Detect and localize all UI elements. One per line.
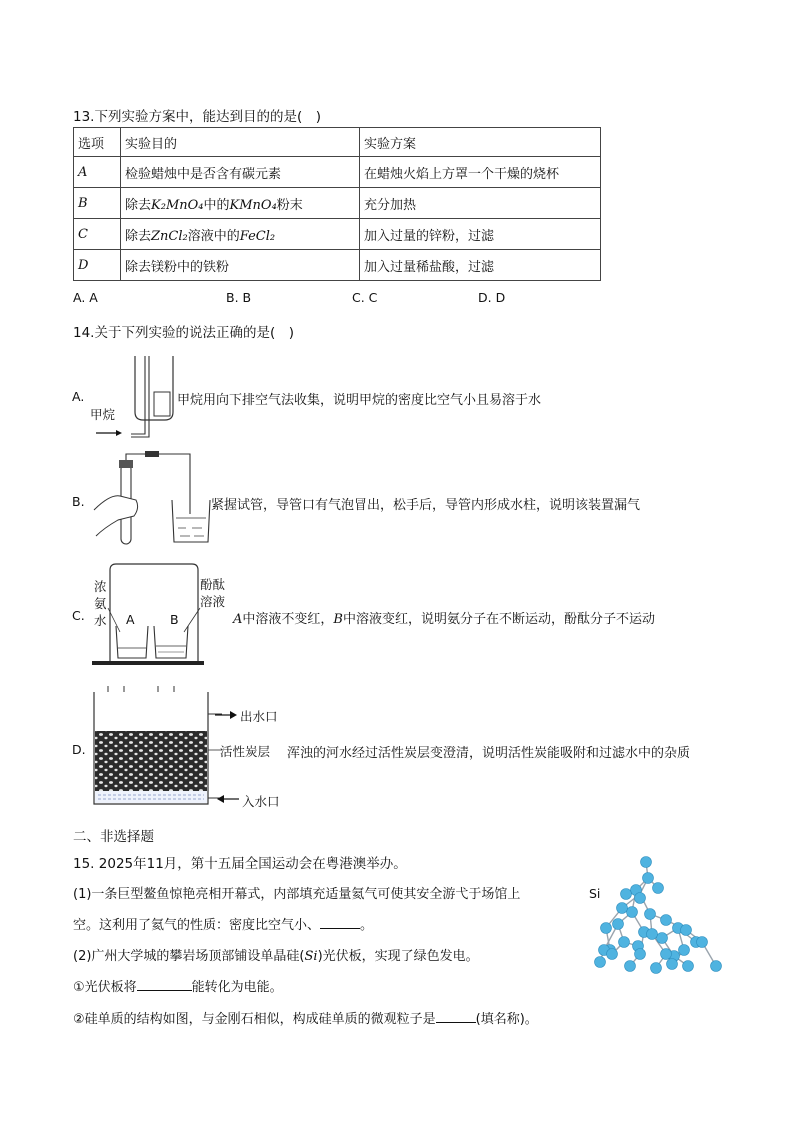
label-line: 酚酞 <box>200 577 226 592</box>
label-char: 氨 <box>94 596 107 611</box>
atom <box>645 909 656 920</box>
choice-b: B. B <box>226 290 252 305</box>
q14-stem: 14.关于下列实验的说法正确的是( ) <box>73 325 295 341</box>
si-structure-label: Si <box>589 886 601 901</box>
q15-part1-line2 <box>73 914 373 933</box>
base-plate <box>92 661 204 665</box>
part1-text: 空。这利用了氦气的性质：密度比空气小、 <box>73 918 321 933</box>
atom <box>679 945 690 956</box>
atom <box>667 959 678 970</box>
phenolphthalein-label <box>200 576 225 610</box>
atom <box>607 949 618 960</box>
bottle-neck <box>154 392 170 416</box>
atom <box>625 961 636 972</box>
row-option: A <box>74 157 121 188</box>
header-plan: 实验方案 <box>360 128 601 157</box>
row-goal <box>121 219 360 250</box>
goal-text: 中的 <box>203 197 230 213</box>
option-b-letter: B. <box>72 494 85 509</box>
atom <box>641 857 652 868</box>
outlet-label: 出水口 <box>240 709 278 724</box>
choice-a: A. A <box>73 290 98 305</box>
option-d-text: 浑浊的河水经过活性炭层变澄清，说明活性炭能吸附和过滤水中的杂质 <box>287 746 691 761</box>
part1-end: 。 <box>360 918 374 933</box>
option-a-text: 甲烷用向下排空气法收集，说明甲烷的密度比空气小且易溶于水 <box>177 393 542 408</box>
formula: FeCl₂ <box>239 228 276 244</box>
atom <box>657 933 668 944</box>
atom <box>595 957 606 968</box>
atom <box>613 919 624 930</box>
ammonia-label <box>94 578 107 629</box>
q15-part1-line1: (1)一条巨型鳌鱼惊艳亮相开幕式，内部填充适量氦气可使其安全游弋于场馆上 <box>73 887 521 902</box>
atom <box>643 873 654 884</box>
rubber-stopper <box>119 460 133 468</box>
formula: ZnCl₂ <box>151 228 188 244</box>
beaker-a-label: A <box>126 612 135 627</box>
inlet-arrow-icon <box>215 792 239 806</box>
label-line: 溶液 <box>200 594 226 609</box>
goal-text: 粉末 <box>276 197 303 213</box>
part2-text: (2)广州大学城的攀岩场顶部铺设单晶硅( <box>73 949 305 964</box>
row-goal: 检验蜡烛中是否含有碳元素 <box>121 157 360 188</box>
row-option: B <box>74 188 121 219</box>
atom <box>635 893 646 904</box>
activated-carbon-layer <box>95 731 207 791</box>
atom <box>627 907 638 918</box>
atom <box>635 949 646 960</box>
choice-d: D. D <box>478 290 506 305</box>
row-option: D <box>74 250 121 281</box>
carbon-layer-label: 活性炭层 <box>220 744 271 759</box>
answer-blank[interactable] <box>137 978 192 991</box>
row-plan: 加入过量稀盐酸，过滤 <box>360 250 601 281</box>
q15-stem: 15. 2025年11月，第十五届全国运动会在粤港澳举办。 <box>73 856 407 872</box>
table-row <box>74 188 601 219</box>
row-goal <box>121 188 360 219</box>
methane-collection-diagram <box>88 352 180 442</box>
atom <box>661 949 672 960</box>
table-row <box>74 157 601 188</box>
atom <box>617 903 628 914</box>
delivery-tube <box>131 356 149 437</box>
atom <box>651 963 662 974</box>
methane-label: 甲烷 <box>90 407 116 422</box>
goal-text: 除去 <box>125 197 152 213</box>
bottom-water <box>95 791 207 803</box>
q1-end: 能转化为电能。 <box>191 980 283 995</box>
atom <box>681 925 692 936</box>
silicon-crystal-structure <box>578 850 726 980</box>
goal-text: 除去 <box>125 228 152 244</box>
beaker-b <box>154 626 188 658</box>
row-option: C <box>74 219 121 250</box>
label-char: 水 <box>94 613 107 628</box>
header-goal: 实验目的 <box>121 128 360 157</box>
rubber-joint <box>145 451 159 457</box>
q15-part2 <box>73 945 479 964</box>
beaker <box>172 500 210 542</box>
option-a-letter: A. <box>72 389 85 404</box>
table-row <box>74 219 601 250</box>
q13-stem: 13.下列实验方案中，能达到目的的是( ) <box>73 109 322 125</box>
atom <box>697 937 708 948</box>
experiment-table <box>73 127 601 281</box>
header-option: 选项 <box>74 128 121 157</box>
q1-text: ①光伏板将 <box>73 980 137 995</box>
atom <box>661 915 672 926</box>
goal-text: 溶液中的 <box>187 228 240 244</box>
atom <box>601 923 612 934</box>
beaker-a <box>116 626 148 658</box>
si-symbol: Si <box>304 949 318 964</box>
answer-blank[interactable] <box>436 1010 476 1023</box>
large-beaker-cover <box>110 564 198 662</box>
atom <box>683 961 694 972</box>
option-b-text: 紧握试管，导管口有气泡冒出，松手后，导管内形成水柱，说明该装置漏气 <box>211 498 641 513</box>
inlet-label: 入水口 <box>242 794 280 809</box>
label-char: 浓 <box>94 579 107 594</box>
beaker-b-label: B <box>170 612 179 627</box>
formula: K₂MnO₄ <box>151 197 204 213</box>
atom-set <box>595 857 722 974</box>
option-c-letter: C. <box>72 608 85 623</box>
q15-part2-q1 <box>73 976 283 995</box>
atom <box>711 961 722 972</box>
text-a: A <box>233 612 243 627</box>
row-plan: 加入过量的锌粉，过滤 <box>360 219 601 250</box>
q2-end: (填名称)。 <box>475 1012 538 1027</box>
row-plan: 在蜡烛火焰上方罩一个干燥的烧杯 <box>360 157 601 188</box>
answer-blank[interactable] <box>320 916 360 929</box>
section-heading: 二、非选择题 <box>73 829 154 845</box>
arrow-head <box>116 430 122 436</box>
outlet-arrow-icon <box>215 708 239 722</box>
text-rest: 中溶液变红，说明氨分子在不断运动，酚酞分子不运动 <box>342 612 655 627</box>
atom <box>621 889 632 900</box>
q15-part2-q2 <box>73 1008 538 1027</box>
part2-end: )光伏板，实现了绿色发电。 <box>317 949 479 964</box>
row-plan: 充分加热 <box>360 188 601 219</box>
atom <box>647 929 658 940</box>
formula: KMnO₄ <box>229 197 277 213</box>
q2-text: ②硅单质的结构如图，与金刚石相似，构成硅单质的微观粒子是 <box>73 1012 436 1027</box>
airtightness-check-diagram <box>90 450 215 546</box>
row-goal: 除去镁粉中的铁粉 <box>121 250 360 281</box>
text-b: B <box>333 612 343 627</box>
table-row <box>74 250 601 281</box>
choice-c: C. C <box>352 290 378 305</box>
atom <box>619 937 630 948</box>
option-d-letter: D. <box>72 742 86 757</box>
table-header-row <box>74 128 601 157</box>
text-mid: 中溶液不变红， <box>242 612 334 627</box>
atom <box>653 883 664 894</box>
option-c-text <box>233 608 655 627</box>
